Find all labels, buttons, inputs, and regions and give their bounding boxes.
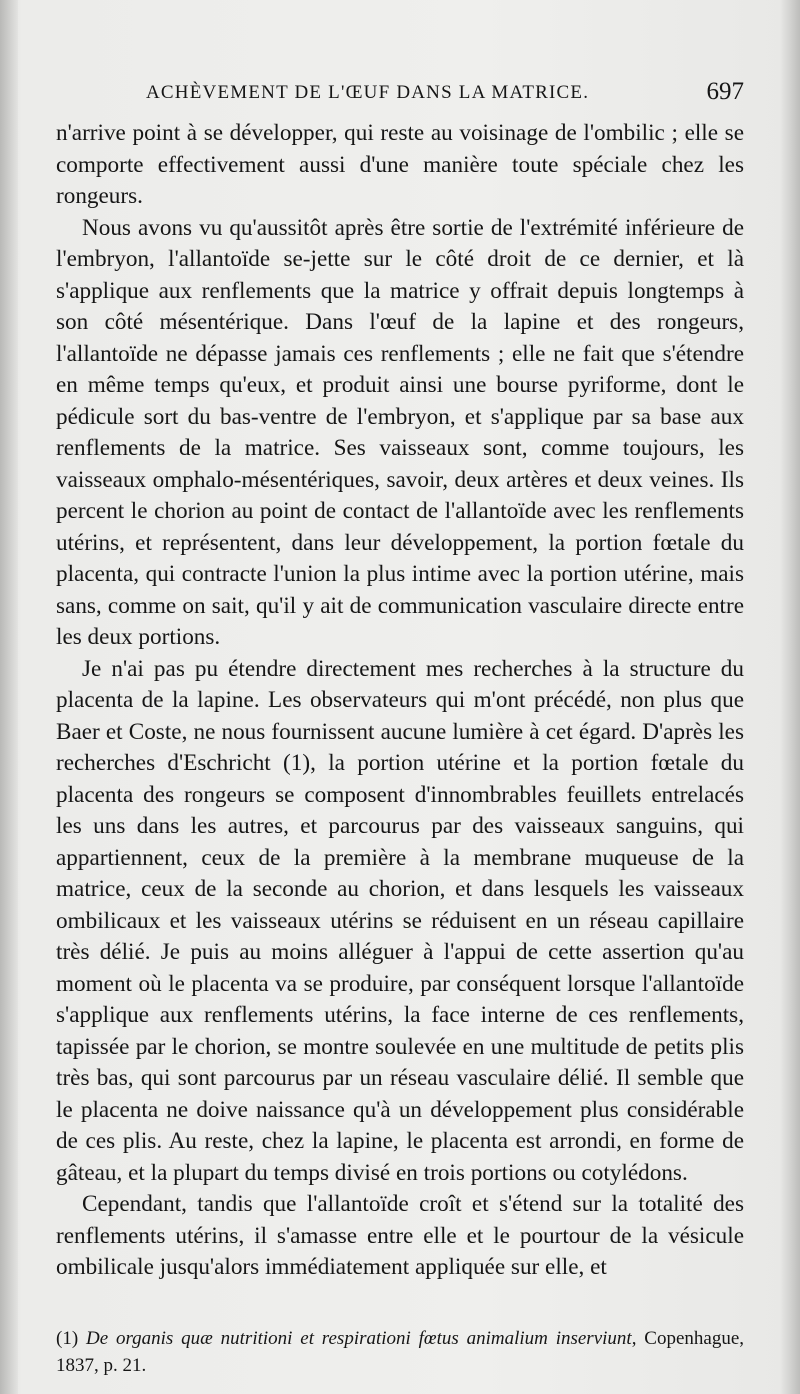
paragraph: n'arrive point à se développer, qui reste au voisinage de l'ombilic ; elle se comporte effectivement aussi d'une manière toute spéciale chez les rongeurs.: [56, 120, 744, 209]
page-edge-shadow: [780, 0, 800, 1394]
page-gutter-shadow: [0, 0, 18, 1394]
footnote: [56, 1325, 744, 1379]
running-header: [56, 78, 744, 114]
footnote-citation: , Copenhague, 1837, p. 21.: [56, 1328, 745, 1376]
footnote-title: De organis quæ nutritioni et respirationi fœtus animalium inserviunt: [85, 1328, 632, 1349]
paragraph: Je n'ai pas pu étendre directement mes recherches à la structure du placenta de la lapine. Les observateurs qui m'ont précédé, non plus que Baer et Coste, ne nous fournissent aucune lumière à cet égard. D'après les recherches d'Eschricht (1), la portion utérine et la portion fœtale du placenta des rongeurs se composent d'innombrables feuillets entrelacés les uns dans les autres, et parcourus par des vaisseaux sanguins, qui appartiennent, ceux de la première à la membrane muqueuse de la matrice, ceux de la seconde au chorion, et dans lesquels les vaisseaux ombilicaux et les vaisseaux utérins se réduisent en un réseau capillaire très délié. Je puis au moins alléguer à l'appui de cette assertion qu'au moment où le placenta va se produire, par conséquent lorsque l'allantoïde s'applique aux renflements utérins, la face interne de ces renflements, tapissée par le chorion, se montre soulevée en une multitude de petits plis très bas, qui sont parcourus par un réseau vasculaire délié. Il semble que le placenta ne doive naissance qu'à un développement plus considérable de ces plis. Au reste, chez la lapine, le placenta est arrondi, en forme de gâteau, et la plupart du temps divisé en trois portions ou cotylédons.: [56, 655, 744, 1186]
page-number: 697: [706, 78, 744, 105]
paragraph: Nous avons vu qu'aussitôt après être sortie de l'extrémité inférieure de l'embryon, l'allantoïde se-jette sur le côté droit de ce dernier, et là s'applique aux renflements que la matrice y offrait depuis longtemps à son côté mésentérique. Dans l'œuf de la lapine et des rongeurs, l'allantoïde ne dépasse jamais ces renflements ; elle ne fait que s'étendre en même temps qu'eux, et produit ainsi une bourse pyriforme, dont le pédicule sort du bas-ventre de l'embryon, et s'applique par sa base aux renflements de la matrice. Ses vaisseaux sont, comme toujours, les vaisseaux omphalo-mésentériques, savoir, deux artères et deux veines. Ils percent le chorion au point de contact de l'allantoïde avec les renflements utérins, et représentent, dans leur développement, la portion fœtale du placenta, qui contracte l'union la plus intime avec la portion utérine, mais sans, comme on sait, qu'il y ait de communication vasculaire directe entre les deux portions.: [56, 214, 744, 650]
body-text: [56, 118, 744, 1284]
paragraph: Cependant, tandis que l'allantoïde croît et s'étend sur la totalité des renflements utérins, il s'amasse entre elle et le pourtour de la vésicule ombilicale jusqu'alors immédiatement appliquée sur elle, et: [56, 1191, 744, 1280]
running-title: ACHÈVEMENT DE L'ŒUF DANS LA MATRICE.: [146, 82, 590, 103]
footnote-marker: (1): [56, 1328, 79, 1349]
